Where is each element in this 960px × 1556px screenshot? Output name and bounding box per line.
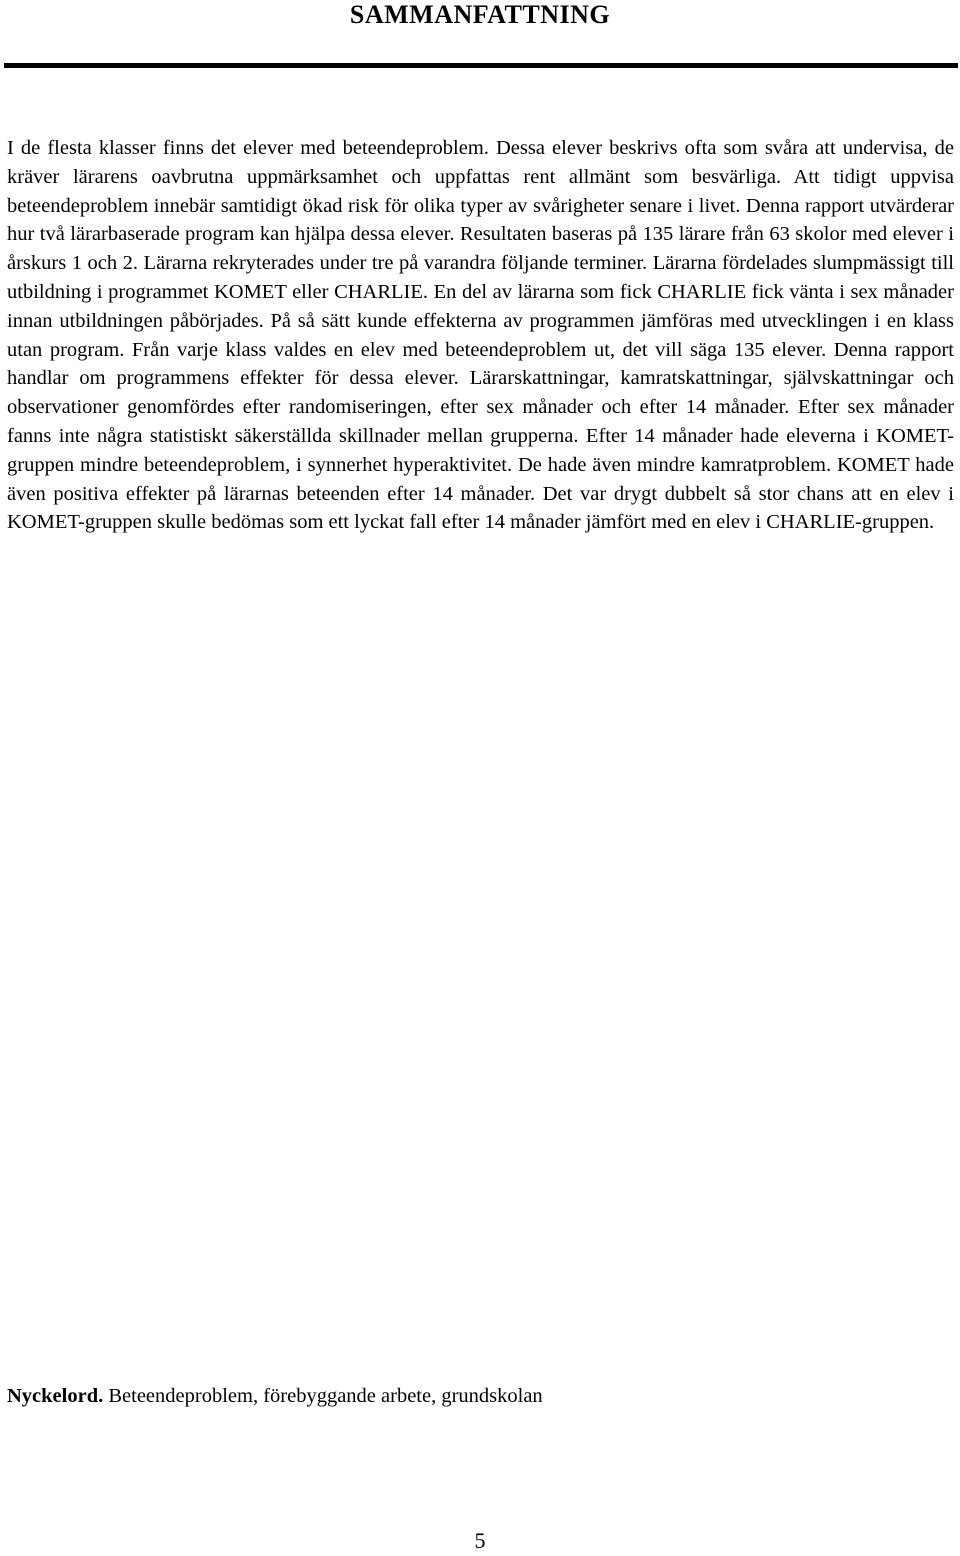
title-divider <box>4 63 958 68</box>
keywords-line <box>7 1382 954 1410</box>
page-title: SAMMANFATTNING <box>349 0 611 29</box>
keywords-text: Beteendeproblem, förebyggande arbete, grundskolan <box>103 1385 543 1407</box>
page-number: 5 <box>474 1528 486 1553</box>
keywords-label: Nyckelord. <box>7 1385 104 1407</box>
abstract-paragraph: I de flesta klasser finns det elever med beteendeproblem. Dessa elever beskrivs ofta som svåra att undervisa, de kräver lärarens oavbrutna uppmärksamhet och uppfattas rent allmänt som besvärliga. Att tidigt uppvisa beteendeproblem innebär samtidigt ökad risk för olika typer av svårigheter senare i livet. Denna rapport utvärderar hur två lärarbaserade program kan hjälpa dessa elever. Resultaten baseras på 135 lärare från 63 skolor med elever i årskurs 1 och 2. Lärarna rekryterades under tre på varandra följande terminer. Lärarna fördelades slumpmässigt till utbildning i programmet KOMET eller CHARLIE. En del av lärarna som fick CHARLIE fick vänta i sex månader innan utbildningen påbörjades. På så sätt kunde effekterna av programmen jämföras med utvecklingen i en klass utan program. Från varje klass valdes en elev med beteendeproblem ut, det vill säga 135 elever. Denna rapport handlar om programmens effekter för dessa elever. Lärarskattningar, kamratskattningar, självskattningar och observationer genomfördes efter randomiseringen, efter sex månader och efter 14 månader. Efter sex månader fanns inte några statistiskt säkerställda skillnader mellan grupperna. Efter 14 månader hade eleverna i KOMET-gruppen mindre beteendeproblem, i synnerhet hyperaktivitet. De hade även mindre kamratproblem. KOMET hade även positiva effekter på lärarnas beteenden efter 14 månader. Det var drygt dubbelt så stor chans att en elev i KOMET-gruppen skulle bedömas som ett lyckat fall efter 14 månader jämfört med en elev i CHARLIE-gruppen. <box>7 137 954 534</box>
